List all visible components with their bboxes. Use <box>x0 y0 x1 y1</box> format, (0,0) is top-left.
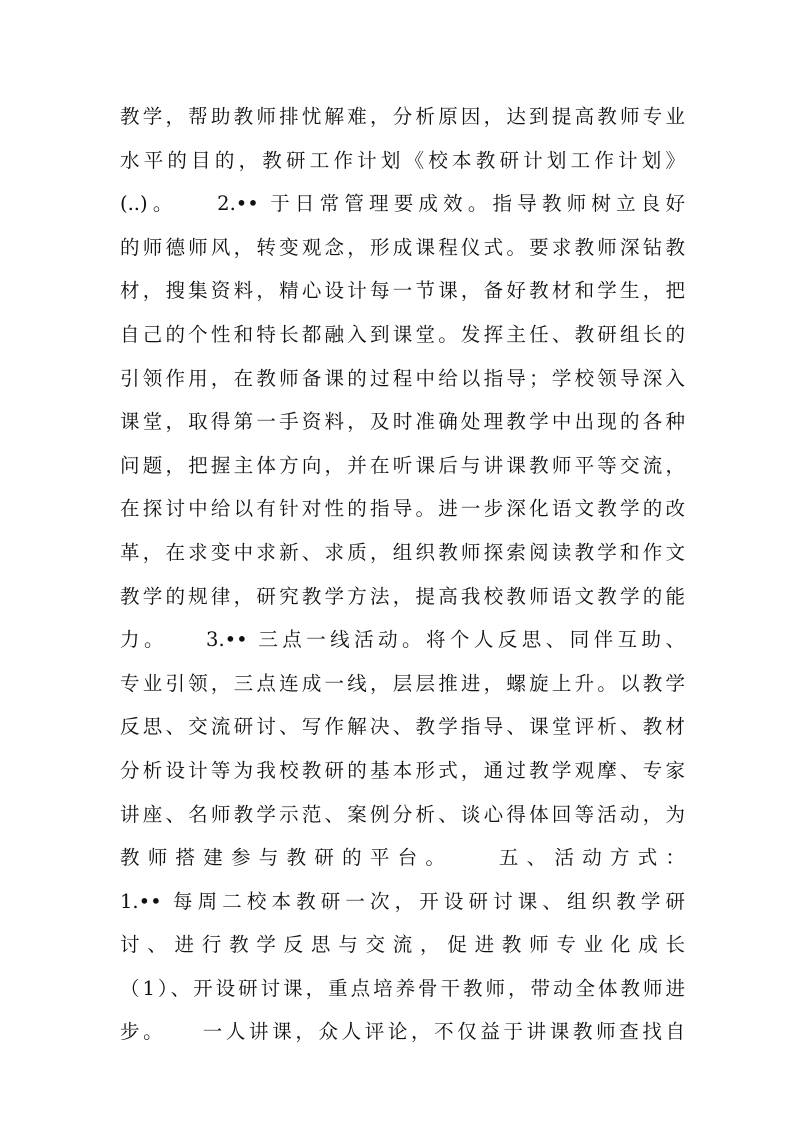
text-line: （1）、开设研讨课，重点培养骨干教师，带动全体教师进 <box>120 976 685 1000</box>
text-line: 1.•• 每周二校本教研一次，开设研讨课、组织教学研 <box>120 889 685 913</box>
text-line: (..)。 2.•• 于日常管理要成效。指导教师树立良好 <box>120 192 685 216</box>
text-line: 引领作用，在教师备课的过程中给以指导；学校领导深入 <box>120 366 685 390</box>
text-line: 力。 3.•• 三点一线活动。将个人反思、同伴互助、 <box>120 628 685 652</box>
text-line: 革，在求变中求新、求质，组织教师探索阅读教学和作文 <box>120 540 685 564</box>
text-line: 的师德师风，转变观念，形成课程仪式。要求教师深钻教 <box>120 235 685 259</box>
text-line: 材，搜集资料，精心设计每一节课，备好教材和学生，把 <box>120 279 685 303</box>
text-line: 步。 一人讲课，众人评论，不仅益于讲课教师查找自 <box>120 1020 685 1044</box>
text-line: 教学的规律，研究教学方法，提高我校教师语文教学的能 <box>120 584 685 608</box>
text-line: 课堂，取得第一手资料，及时准确处理教学中出现的各种 <box>120 410 685 434</box>
text-line: 问题，把握主体方向，并在听课后与讲课教师平等交流， <box>120 453 685 477</box>
text-line: 水平的目的，教研工作计划《校本教研计划工作计划》 <box>120 148 685 172</box>
text-line: 讲座、名师教学示范、案例分析、谈心得体回等活动，为 <box>120 802 685 826</box>
text-line: 专业引领，三点连成一线，层层推进，螺旋上升。以教学 <box>120 671 685 695</box>
text-line: 讨、进行教学反思与交流，促进教师专业化成长 <box>120 933 685 957</box>
text-line: 教师搭建参与教研的平台。 五、活动方式： <box>120 846 685 870</box>
text-line: 在探讨中给以有针对性的指导。进一步深化语文教学的改 <box>120 497 685 521</box>
document-body <box>120 95 685 1054</box>
text-line: 教学，帮助教师排忧解难，分析原因，达到提高教师专业 <box>120 105 685 128</box>
text-line: 反思、交流研讨、写作解决、教学指导、课堂评析、教材 <box>120 715 685 739</box>
text-line: 分析设计等为我校教研的基本形式，通过教学观摩、专家 <box>120 758 685 782</box>
text-line: 自己的个性和特长都融入到课堂。发挥主任、教研组长的 <box>120 322 685 346</box>
